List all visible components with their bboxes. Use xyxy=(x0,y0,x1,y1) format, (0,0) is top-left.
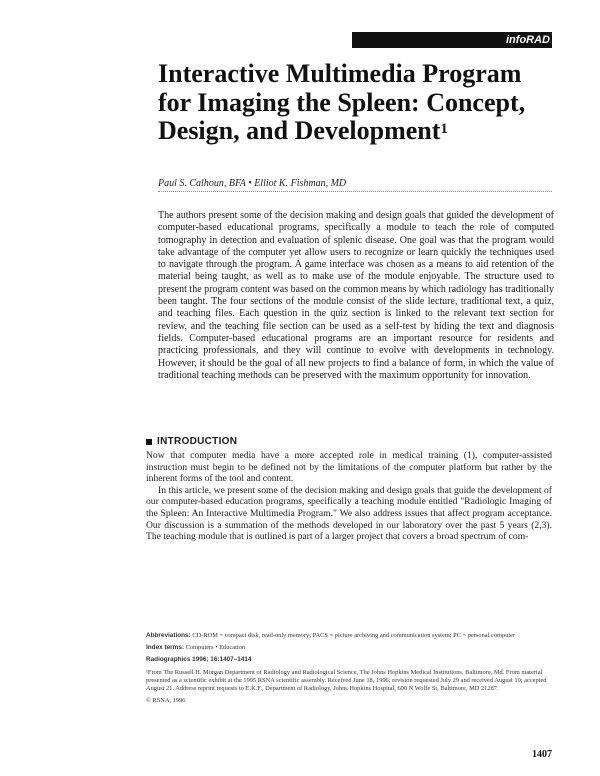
abbreviations-label: Abbreviations: xyxy=(146,632,191,639)
article-title-text: Interactive Multimedia Program for Imaging the Spleen: Concept, Design, and Development xyxy=(158,59,526,145)
footnotes xyxy=(146,632,552,709)
introduction-heading xyxy=(146,436,237,447)
copyright-note: © RSNA, 1996 xyxy=(146,697,186,705)
index-terms-note xyxy=(146,644,552,652)
citation-label: Radiographics 1996; 16:1407–1414 xyxy=(146,656,252,664)
article-authors: Paul S. Calhoun, BFA • Elliot K. Fishman, MD xyxy=(158,178,347,189)
section-bullet-icon xyxy=(146,439,152,445)
abbreviations-note xyxy=(146,632,552,640)
page-number: 1407 xyxy=(532,749,552,760)
intro-paragraph: Now that computer media have a more accepted role in medical training (1), computer-assisted instruction must begin to be defined not by the limitations of the computer platform but rather by the inherent forms of the tool and content. xyxy=(146,450,552,485)
abstract: The authors present some of the decision making and design goals that guided the development of computer-based educational programs, specifically a module to teach the role of computed tomography in detection and evaluation of splenic disease. One goal was that the program would take advantage of the computer yet allow users to recognize or learn quickly the techniques used to navigate through the program. A game interface was chosen as a means to aid retention of the material being taught, as well as to make use of the module enjoyable. The structure used to present the program content was based on the common means by which radiology has traditionally been taught. The four sections of the module consist of the slide lecture, traditional text, a quiz, and teaching files. Each question in the quiz section is linked to the relevant text section for review, and the teaching file section can be used as a self-test by hiding the text and diagnosis fields. Computer-based educational programs are an important resource for residents and practicing professionals, and they will continue to evolve with developments in technology. However, it should be the goal of all new projects to find a balance of form, in which the value of traditional teaching methods can be preserved with the maximum opportunity for innovation. xyxy=(158,210,554,381)
index-terms-text: Computers • Education xyxy=(185,644,246,652)
affiliation-note: ¹From The Russell H. Morgan Department of Radiology and Radiological Science, The Johns Hopkins Medical Institutions, Baltimore, Md. From material presented as a scientific exhibit at the 1995 RSNA scientific assembly. Received June 18, 1996; revision requested July 29 and received August 19; accepted August 21. Address reprint requests to E.K.F., Department of Radiology, Johns Hopkins Hospital, 600 N Wolfe St, Baltimore, MD 21287. xyxy=(146,668,547,693)
title-divider xyxy=(158,191,552,192)
index-terms-label: Index terms: xyxy=(146,644,185,652)
introduction-heading-text: INTRODUCTION xyxy=(157,436,238,447)
intro-paragraph: In this article, we present some of the decision making and design goals that guide the development of our computer-based education programs, specifically a teaching module entitled "Radiologic Imaging of the Spleen: An Interactive Multimedia Program." We also address issues that affect program acceptance. Our discussion is a summation of the methods developed in our laboratory over the past 5 years (2,3). The teaching module that is outlined is part of a larger project that covers a broad spectrum of com- xyxy=(146,484,552,543)
article-title xyxy=(158,60,558,146)
section-label: infoRAD xyxy=(506,34,550,46)
abbreviations-text: CD-ROM = compact disk, read-only memory; PACS = picture archiving and communication system; PC = personal computer xyxy=(192,632,516,639)
citation-note xyxy=(146,656,552,664)
title-footnote-marker: 1 xyxy=(440,121,448,137)
introduction-body xyxy=(146,450,552,543)
